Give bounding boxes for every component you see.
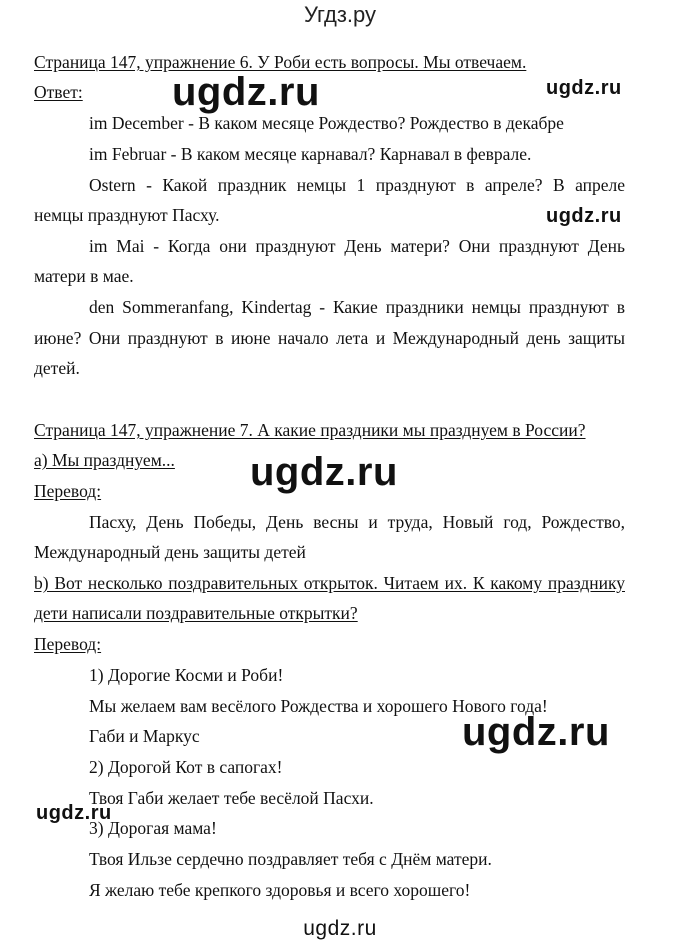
answer-line: im Februar - В каком месяце карнавал? Карнавал в феврале.: [89, 144, 532, 164]
answer-line: den Sommeranfang, Kindertag - Какие праздники немцы празднуют в: [89, 297, 625, 317]
card-line: Твоя Габи желает тебе весёлой Пасхи.: [89, 788, 374, 808]
card-line: 3) Дорогая мама!: [89, 818, 217, 838]
part-b-heading: b) Вот несколько поздравительных открыток. Читаем их. К какому празднику: [34, 573, 625, 593]
translation-label: Перевод:: [34, 481, 102, 501]
footer-watermark[interactable]: ugdz.ru: [303, 917, 377, 940]
answer-line: немцы празднуют Пасху.: [34, 205, 220, 225]
part-a-label: а) Мы празднуем...: [34, 450, 175, 470]
translation-line: Международный день защиты детей: [34, 542, 306, 562]
answer-line: июне? Они празднуют в июне начало лета и Международный день защиты: [34, 328, 625, 348]
answer-line: матери в мае.: [34, 266, 134, 286]
watermark: ugdz.ru: [250, 450, 398, 494]
watermark: ugdz.ru: [546, 77, 622, 99]
answer-line: Ostern - Какой праздник немцы 1 празднуют в апреле? В апреле: [89, 175, 625, 195]
card-line: 1) Дорогие Косми и Роби!: [89, 665, 284, 685]
answer-label: Ответ:: [34, 82, 83, 102]
answer-line: im Mai - Когда они празднуют День матери? Они празднуют День: [89, 236, 625, 256]
exercise-6-heading: Страница 147, упражнение 6. У Роби есть вопросы. Мы отвечаем.: [34, 52, 527, 72]
translation-line: Пасху, День Победы, День весны и труда, Новый год, Рождество,: [89, 512, 625, 532]
card-line: Твоя Ильзе сердечно поздравляет тебя с Днём матери.: [89, 849, 492, 869]
answer-line: детей.: [34, 358, 80, 378]
watermark: ugdz.ru: [172, 70, 320, 114]
translation-label: Перевод:: [34, 634, 102, 654]
answer-line: im December - В каком месяце Рождество? Рождество в декабре: [89, 113, 564, 133]
part-b-heading: дети написали поздравительные открытки?: [34, 603, 358, 623]
card-line: 2) Дорогой Кот в сапогах!: [89, 757, 283, 777]
card-line: Габи и Маркус: [89, 726, 200, 746]
card-line: Я желаю тебе крепкого здоровья и всего хорошего!: [89, 880, 471, 900]
watermark: ugdz.ru: [36, 802, 112, 824]
watermark: ugdz.ru: [546, 205, 622, 227]
exercise-7-heading: Страница 147, упражнение 7. А какие праздники мы празднуем в России?: [34, 420, 586, 440]
card-line: Мы желаем вам весёлого Рождества и хорошего Нового года!: [89, 696, 548, 716]
watermark: ugdz.ru: [462, 710, 610, 754]
site-title[interactable]: Угдз.ру: [303, 2, 377, 27]
